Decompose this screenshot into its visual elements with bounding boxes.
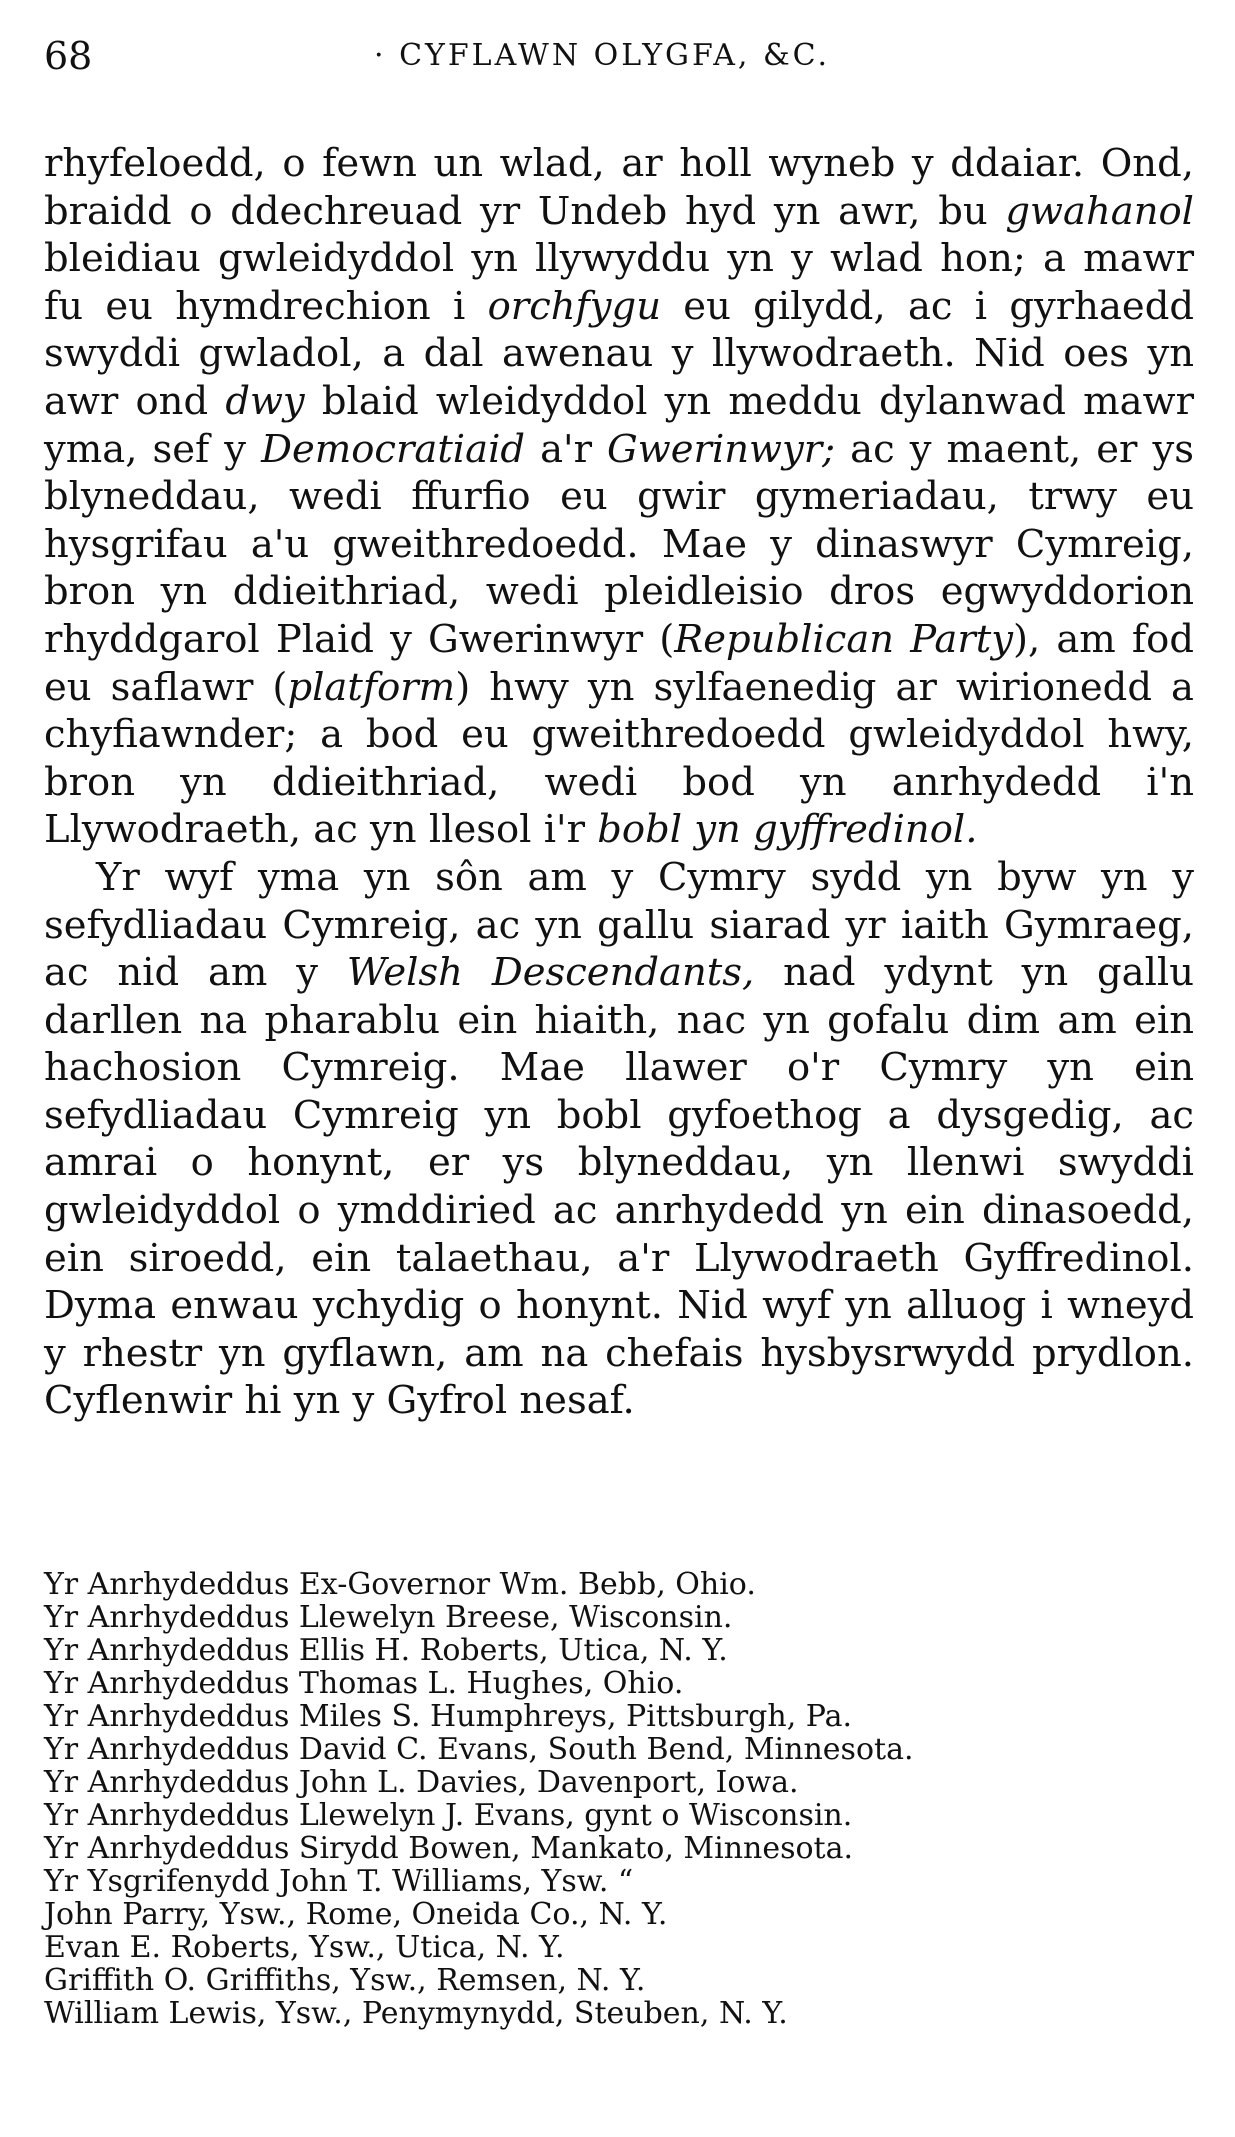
text-segment: ac y maent, er ys blyneddau, wedi ffurfio eu gwir gymeriadau, trwy eu hysgrifau a'u gweithredoedd. Mae y dinaswyr Cymreig, bron yn ddieithriad, wedi pleidleisio dros egwyddorion rhyddgarol Plaid y Gwerinwyr (	[44, 426, 1194, 662]
page-header	[44, 30, 1194, 82]
italic-term: Democratiaid	[261, 426, 526, 472]
list-item: Yr Anrhydeddus Llewelyn J. Evans, gynt o Wisconsin.	[44, 1798, 853, 1833]
list-item: Yr Anrhydeddus Ellis H. Roberts, Utica, N. Y.	[44, 1633, 728, 1668]
italic-term: Welsh Descendants,	[346, 950, 755, 996]
list-item: Yr Anrhydeddus David C. Evans, South Bend, Minnesota.	[44, 1732, 914, 1767]
italic-term: dwy	[225, 378, 305, 424]
italic-term: bobl yn gyffredinol.	[597, 807, 978, 853]
text-segment: bleidiau gwleidyddol yn llywyddu yn y wlad hon; a mawr fu eu hymdrechion i	[44, 236, 1194, 329]
list-item: Yr Anrhydeddus Llewelyn Breese, Wisconsin.	[44, 1600, 733, 1635]
list-item: Yr Anrhydeddus Sirydd Bowen, Mankato, Minnesota.	[44, 1831, 854, 1866]
italic-term: platform	[287, 664, 456, 710]
body-text	[44, 140, 1194, 1425]
text-segment: nad ydynt yn gallu darllen na pharablu ein hiaith, nac yn gofalu dim am ein hachosion Cymreig. Mae llawer o'r Cymry yn ein sefydliadau Cymreig yn bobl gyfoethog a dysgedig, ac amrai o honynt, er ys blyneddau, yn llenwi swyddi gwleidyddol o ymddiried ac anrhydedd yn ein dinasoedd, ein siroedd, ein talaethau, a'r Llywodraeth Gyffredinol. Dyma enwau ychydig o honynt. Nid wyf yn alluog i wneyd y rhestr yn gyflawn, am na chefais hysbysrwydd prydlon. Cyflenwir hi yn y Gyfrol nesaf.	[44, 950, 1195, 1424]
paragraph-continued	[44, 140, 1194, 854]
text-segment: blaid wleidyddol yn meddu dylanwad mawr yma, sef y	[44, 378, 1194, 472]
italic-term: orchfygu	[487, 283, 661, 329]
list-item: Yr Anrhydeddus Ex-Governor Wm. Bebb, Ohio.	[44, 1567, 756, 1602]
text-segment: a'r	[525, 426, 608, 472]
list-item: William Lewis, Ysw., Penymynydd, Steuben, N. Y.	[44, 1996, 788, 2031]
text-segment: Yr wyf yma yn sôn am y Cymry sydd yn byw yn y sefydliadau Cymreig, ac yn gallu siarad yr iaith Gymraeg, ac nid am y	[44, 854, 1194, 996]
list-item: Griffith O. Griffiths, Ysw., Remsen, N. Y.	[44, 1963, 646, 1998]
italic-term: Republican Party	[674, 616, 1013, 662]
running-head: · CYFLAWN OLYGFA, &C.	[374, 38, 831, 73]
italic-term: Gwerinwyr;	[607, 426, 836, 472]
paragraph	[44, 854, 1194, 1425]
list-item: Yr Anrhydeddus Thomas L. Hughes, Ohio.	[44, 1666, 684, 1701]
text-segment: ) hwy yn sylfaenedig ar wirionedd a chyfiawnder; a bod eu gweithredoedd gwleidyddol hwy, bron yn ddieithriad, wedi bod yn anrhydedd i'n Llywodraeth, ac yn llesol i'r	[44, 664, 1194, 853]
list-item: John Parry, Ysw., Rome, Oneida Co., N. Y.	[44, 1897, 668, 1932]
page-number: 68	[44, 34, 93, 78]
names-list	[44, 1568, 1194, 2030]
list-item: Yr Ysgrifenydd John T. Williams, Ysw. “	[44, 1864, 634, 1899]
list-item: Yr Anrhydeddus John L. Davies, Davenport, Iowa.	[44, 1765, 799, 1800]
list-item: Evan E. Roberts, Ysw., Utica, N. Y.	[44, 1930, 565, 1965]
text-segment: rhyfeloedd, o fewn un wlad, ar holl wyneb y ddaiar. Ond, braidd o ddechreuad yr Undeb hyd yn awr, bu	[44, 141, 1194, 234]
list-item: Yr Anrhydeddus Miles S. Humphreys, Pittsburgh, Pa.	[44, 1699, 853, 1734]
text-segment: eu gilydd, ac i gyrhaedd swyddi gwladol, a dal awenau y llywodraeth. Nid oes yn awr ond	[44, 283, 1194, 424]
italic-term: gwahanol	[1005, 188, 1194, 234]
text-segment: ), am fod eu saflawr (	[44, 616, 1194, 710]
